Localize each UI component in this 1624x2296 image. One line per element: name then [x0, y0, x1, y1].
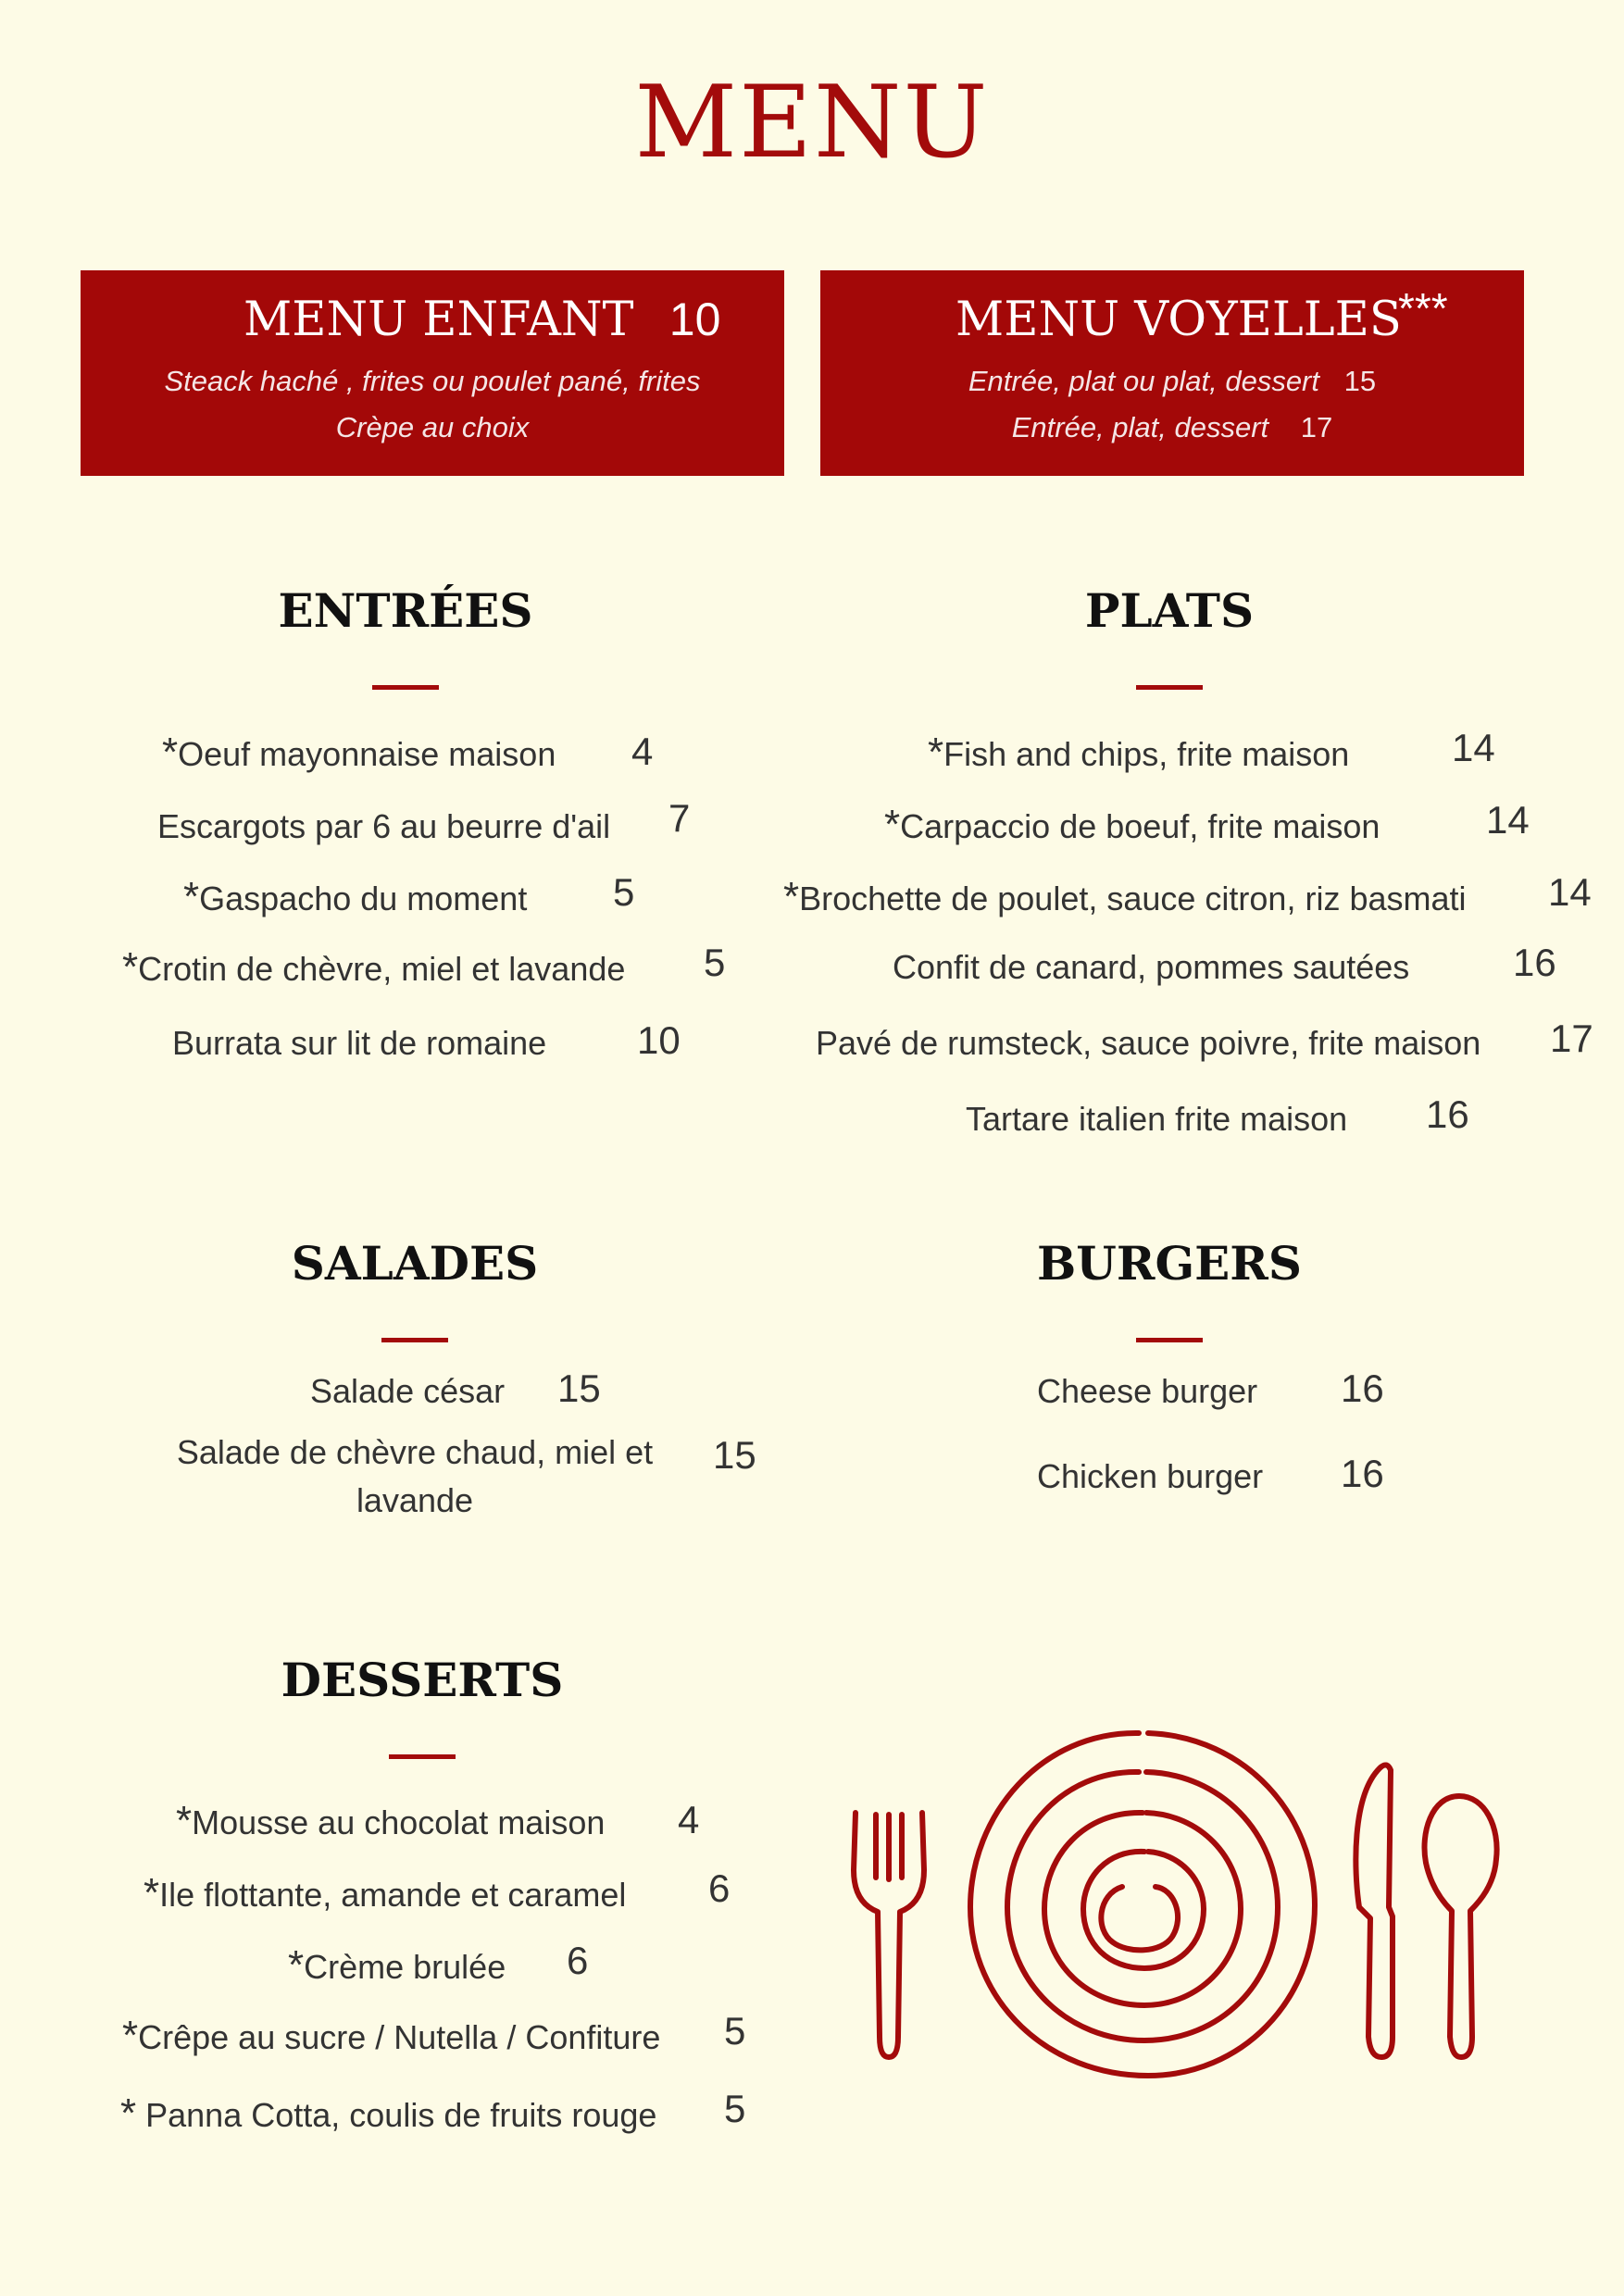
plats-item: Tartare italien frite maison: [966, 1100, 1348, 1138]
knife-icon: [1355, 1765, 1393, 2057]
plats-item: *Fish and chips, frite maison: [928, 730, 1350, 775]
burgers-item: Cheese burger: [1037, 1372, 1258, 1410]
menu-voyelles-price1: 15: [1343, 365, 1377, 397]
menu-voyelles-stars: ***: [1398, 284, 1448, 332]
entrees-item-price: 5: [613, 870, 635, 914]
entrees-item-price: 10: [637, 1018, 681, 1062]
spoon-icon: [1425, 1796, 1497, 2057]
salades-title: SALADES: [291, 1236, 539, 1291]
plats-item-price: 16: [1513, 941, 1556, 984]
plats-item: Confit de canard, pommes sautées: [893, 948, 1410, 986]
desserts-item-price: 6: [567, 1939, 589, 1982]
entrees-item: Burrata sur lit de romaine: [172, 1024, 547, 1062]
salades-item-price: 15: [713, 1433, 756, 1477]
plate-icon: [970, 1733, 1315, 2076]
burgers-item-price: 16: [1341, 1452, 1384, 1495]
entrees-item: *Oeuf mayonnaise maison: [162, 730, 556, 775]
menu-voyelles-line1: Entrée, plat ou plat, dessert 15: [968, 365, 1377, 397]
menu-voyelles-title: MENU VOYELLES: [956, 293, 1402, 347]
entrees-divider: [372, 685, 439, 690]
burgers-title: BURGERS: [1037, 1236, 1302, 1291]
desserts-title: DESSERTS: [281, 1653, 564, 1707]
tableware-illustration: [833, 1713, 1518, 2102]
desserts-item-price: 6: [708, 1866, 731, 1910]
menu-voyelles-price2: 17: [1300, 411, 1333, 443]
menu-enfant-title: MENU ENFANT 10: [244, 293, 721, 347]
desserts-item-price: 5: [724, 2087, 746, 2130]
plats-item-price: 14: [1452, 726, 1495, 769]
menu-enfant-box: [81, 270, 784, 476]
plats-item-price: 14: [1486, 798, 1530, 842]
plats-item: *Brochette de poulet, sauce citron, riz basmati: [783, 874, 1467, 919]
plats-title: PLATS: [1084, 583, 1255, 638]
entrees-title: ENTRÉES: [278, 583, 533, 638]
plats-item-price: 16: [1426, 1092, 1469, 1136]
entrees-item-price: 7: [668, 796, 691, 840]
salades-item-continued: lavande: [356, 1481, 474, 1519]
page-title: MENU: [634, 65, 990, 181]
desserts-item: *Ile flottante, amande et caramel: [144, 1870, 627, 1915]
entrees-item-price: 5: [704, 941, 726, 984]
burgers-divider: [1136, 1338, 1203, 1342]
plats-item-price: 14: [1548, 870, 1592, 914]
entrees-item: *Crotin de chèvre, miel et lavande: [122, 944, 626, 990]
burgers-item-price: 16: [1341, 1366, 1384, 1410]
menu-voyelles-line2: Entrée, plat, dessert 17: [1011, 411, 1333, 443]
burgers-item: Chicken burger: [1037, 1457, 1264, 1495]
fork-icon: [854, 1813, 924, 2057]
menu-enfant-price: 10: [668, 293, 721, 345]
desserts-divider: [389, 1754, 456, 1759]
salades-item-price: 15: [557, 1366, 601, 1410]
plats-item-price: 17: [1550, 1017, 1593, 1060]
menu-enfant-line2: Crèpe au choix: [335, 411, 530, 443]
entrees-item: Escargots par 6 au beurre d'ail: [157, 807, 611, 845]
desserts-item: *Crêpe au sucre / Nutella / Confiture: [122, 2013, 661, 2058]
desserts-item: * Panna Cotta, coulis de fruits rouge: [120, 2090, 657, 2136]
plats-item: *Carpaccio de boeuf, frite maison: [884, 802, 1380, 847]
menu-enfant-line1: Steack haché , frites ou poulet pané, frites: [164, 365, 701, 397]
salades-item: Salade de chèvre chaud, miel et: [176, 1433, 654, 1471]
desserts-item: *Mousse au chocolat maison: [176, 1798, 606, 1843]
plats-item: Pavé de rumsteck, sauce poivre, frite maison: [816, 1024, 1481, 1062]
desserts-item-price: 5: [724, 2009, 746, 2053]
plats-divider: [1136, 685, 1203, 690]
desserts-item-price: 4: [678, 1798, 700, 1841]
menu-voyelles-box: [820, 270, 1524, 476]
salades-item: Salade césar: [310, 1372, 506, 1410]
entrees-item: *Gaspacho du moment: [183, 874, 528, 919]
entrees-item-price: 4: [631, 730, 654, 773]
salades-divider: [381, 1338, 448, 1342]
desserts-item: *Crème brulée: [288, 1942, 506, 1988]
